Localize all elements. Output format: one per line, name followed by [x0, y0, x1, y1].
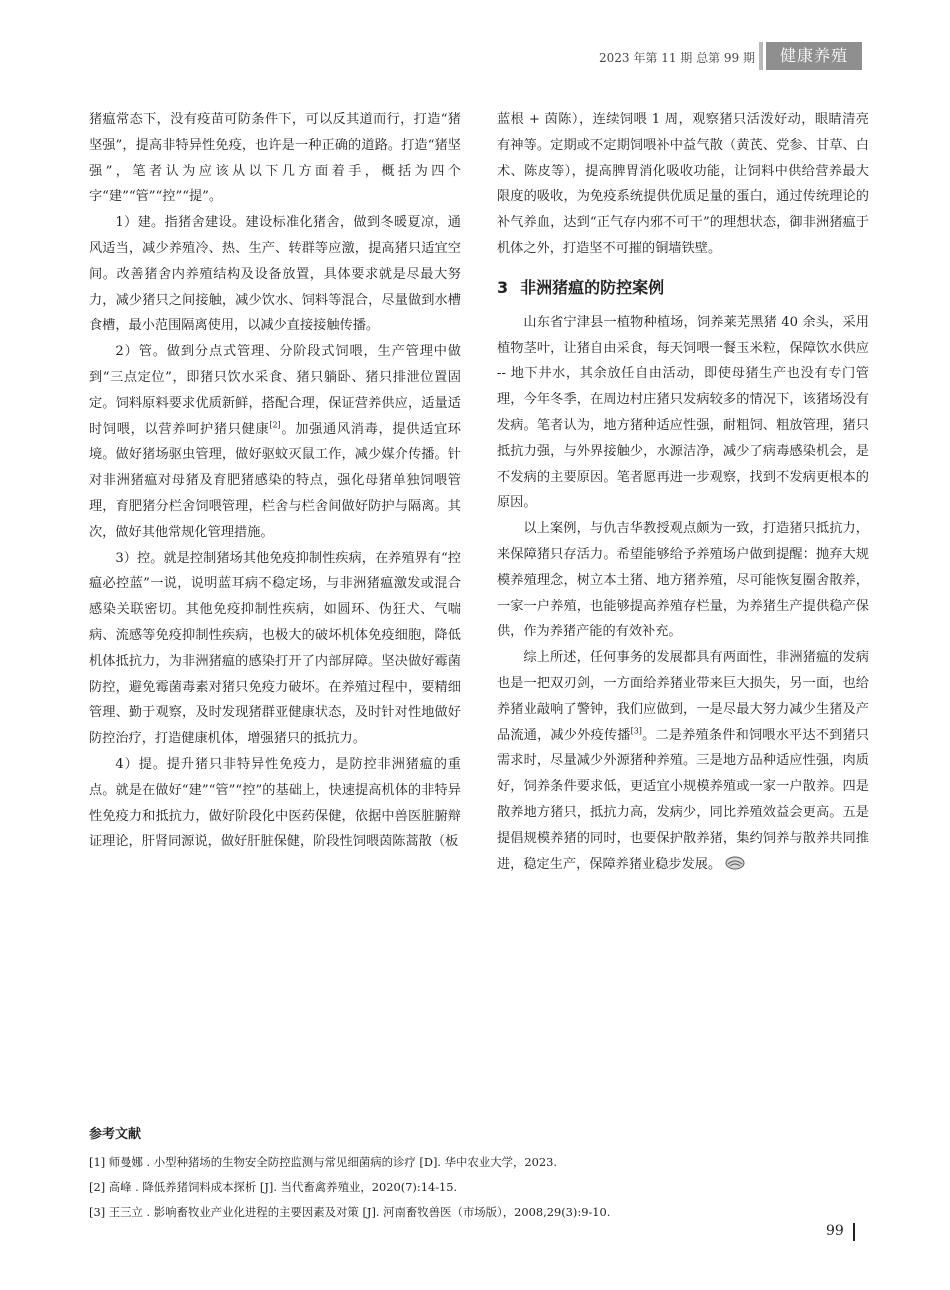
references-title: 参考文献 [89, 1127, 142, 1142]
references [89, 1123, 869, 1225]
paragraph: 3）控。就是控制猪场其他免疫抑制性疾病，在养殖界有“控瘟必控蓝”一说，说明蓝耳病不稳定场，与非洲猪瘟激发或混合感染关联密切。其他免疫抑制性疾病，如圆环、伪狂犬、气喘病、流感等免疫抑制性疾病，也极大的破坏机体免疫细胞，降低机体抵抗力，为非洲猪瘟的感染打开了内部屏障。坚决做好霉菌防控，避免霉菌毒素对猪只免疫力破坏。在养殖过程中，要精细管理、勤于观察，及时发现猪群亚健康状态，及时针对性地做好防控治疗，打造健康机体，增强猪只的抵抗力。 [89, 550, 461, 747]
citation[interactable]: [2] [269, 420, 281, 430]
issue-info: 2023 年第 11 期 总第 99 期 [599, 51, 755, 65]
section-number: 3 [497, 277, 509, 297]
section-title: 非洲猪瘟的防控案例 [520, 277, 665, 297]
journal-logo-icon [725, 856, 745, 870]
left-column [89, 107, 461, 855]
paragraph: 综上所述，任何事务的发展都具有两面性，非洲猪瘟的发病也是一把双刃剑，一方面给养猪业带来巨大损失，另一面，也给养猪业敲响了警钟，我们应做到，一是尽最大努力减少生猪及产品流通，减少外疫传播[3]。二是养殖条件和饲喂水平达不到猪只需求时，尽量减少外源猪种养殖。三是地方品种适应性强，肉质好，饲养条件要求低，更适宜小规模养殖或一家一户散养。四是散养地方猪只，抵抗力高，发病少，同比养殖效益会更高。五是提倡规模养猪的同时，也要保护散养猪，集约饲养与散养共同推进，稳定生产，保障养猪业稳步发展。 [497, 650, 870, 872]
paragraph: 以上案例，与仇吉华教授观点颇为一致，打造猪只抵抗力，来保障猪只存活力。希望能够给予养殖场户做到提醒：抛弃大规模养殖理念，树立本土猪、地方猪养殖，尽可能恢复圈舍散养，一家一户养殖，也能够提高养殖存栏量，为养猪生产提供稳产保供，作为养猪产能的有效补充。 [497, 521, 869, 640]
paragraph: 山东省宁津县一植物种植场，饲养莱芜黑猪 40 余头，采用植物茎叶，让猪自由采食，每天饲喂一餐玉米粒，保障饮水供应 -- 地下井水，其余放任自由活动，即使母猪生产也没有专门管理，今年冬季，在周边村庄猪只发病较多的情况下，该猪场没有发病。笔者认为，地方猪种适应性强，耐粗饲、粗放管理，猪只抵抗力强，与外界接触少，水源洁净，减少了病毒感染机会，是不发病的主要原因。笔者愿再进一步观察，找到不发病更根本的原因。 [497, 314, 869, 511]
reference-item: [2] 高峰 . 降低养猪饲料成本探析 [J]. 当代畜禽养殖业，2020(7):14-15. [89, 1180, 458, 1194]
section-tag: 健康养殖 [766, 42, 862, 70]
paragraph: 1）建。指猪舍建设。建设标准化猪舍，做到冬暖夏凉，通风适当，减少养殖冷、热、生产、转群等应激，提高猪只适宜空间。改善猪舍内养殖结构及设备放置，具体要求就是尽最大努力，减少猪只之间接触，减少饮水、饲料等混合，尽量做到水槽食槽，最小范围隔离使用，以减少直接接触传播。 [89, 215, 461, 334]
page-number-bar [853, 1223, 855, 1241]
paragraph: 猪瘟常态下，没有疫苗可防条件下，可以反其道而行，打造“猪坚强”，提高非特异性免疫，也许是一种正确的道路。打造“猪坚强”，笔者认为应该从以下几方面着手，概括为四个字“建”“管”“控”“提”。 [89, 112, 461, 205]
citation[interactable]: [3] [630, 726, 642, 736]
paragraph: 2）管。做到分点式管理、分阶段式饲喂，生产管理中做到“三点定位”，即猪只饮水采食、猪只躺卧、猪只排泄位置固定。饲料原料要求优质新鲜，搭配合理，保证营养供应，适量适时饲喂，以营养呵护猪只健康[2]。加强通风消毒，提供适宜环境。做好猪场驱虫管理，做好驱蚊灭鼠工作，减少媒介传播。针对非洲猪瘟对母猪及育肥猪感染的特点，强化母猪单独饲喂管理，育肥猪分栏舍饲喂管理，栏舍与栏舍间做好防护与隔离。其次，做好其他常规化管理措施。 [89, 344, 461, 540]
reference-item: [1] 师曼娜 . 小型种猪场的生物安全防控监测与常见细菌病的诊疗 [D]. 华中农业大学，2023. [89, 1155, 558, 1169]
paragraph: 4）提。提升猪只非特异性免疫力，是防控非洲猪瘟的重点。就是在做好“建”“管”“控”的基础上，快速提高机体的非特异性免疫力和抵抗力，做好阶段化中医药保健，依据中兽医脏腑辩证理论，肝肾同源说，做好肝脏保健，阶段性饲喂茵陈蒿散（板 [89, 756, 461, 850]
right-column [497, 107, 869, 877]
header-divider [759, 42, 763, 70]
page-header [0, 40, 950, 72]
section-heading [497, 276, 869, 300]
reference-item: [3] 王三立 . 影响畜牧业产业化进程的主要因素及对策 [J]. 河南畜牧兽医（市场版），2008,29(3):9-10. [89, 1205, 611, 1219]
paragraph: 蓝根 + 茵陈），连续饲喂 1 周，观察猪只活泼好动，眼睛清亮有神等。定期或不定期饲喂补中益气散（黄芪、党参、甘草、白术、陈皮等），提高脾胃消化吸收功能，让饲料中供给营养最大限度的吸收，为免疫系统提供优质足量的蛋白，通过传统理论的补气养血，达到“正气存内邪不可干”的理想状态，御非洲猪瘟于机体之外，打造坚不可摧的铜墙铁壁。 [497, 112, 869, 256]
page-number: 99 [826, 1223, 844, 1239]
